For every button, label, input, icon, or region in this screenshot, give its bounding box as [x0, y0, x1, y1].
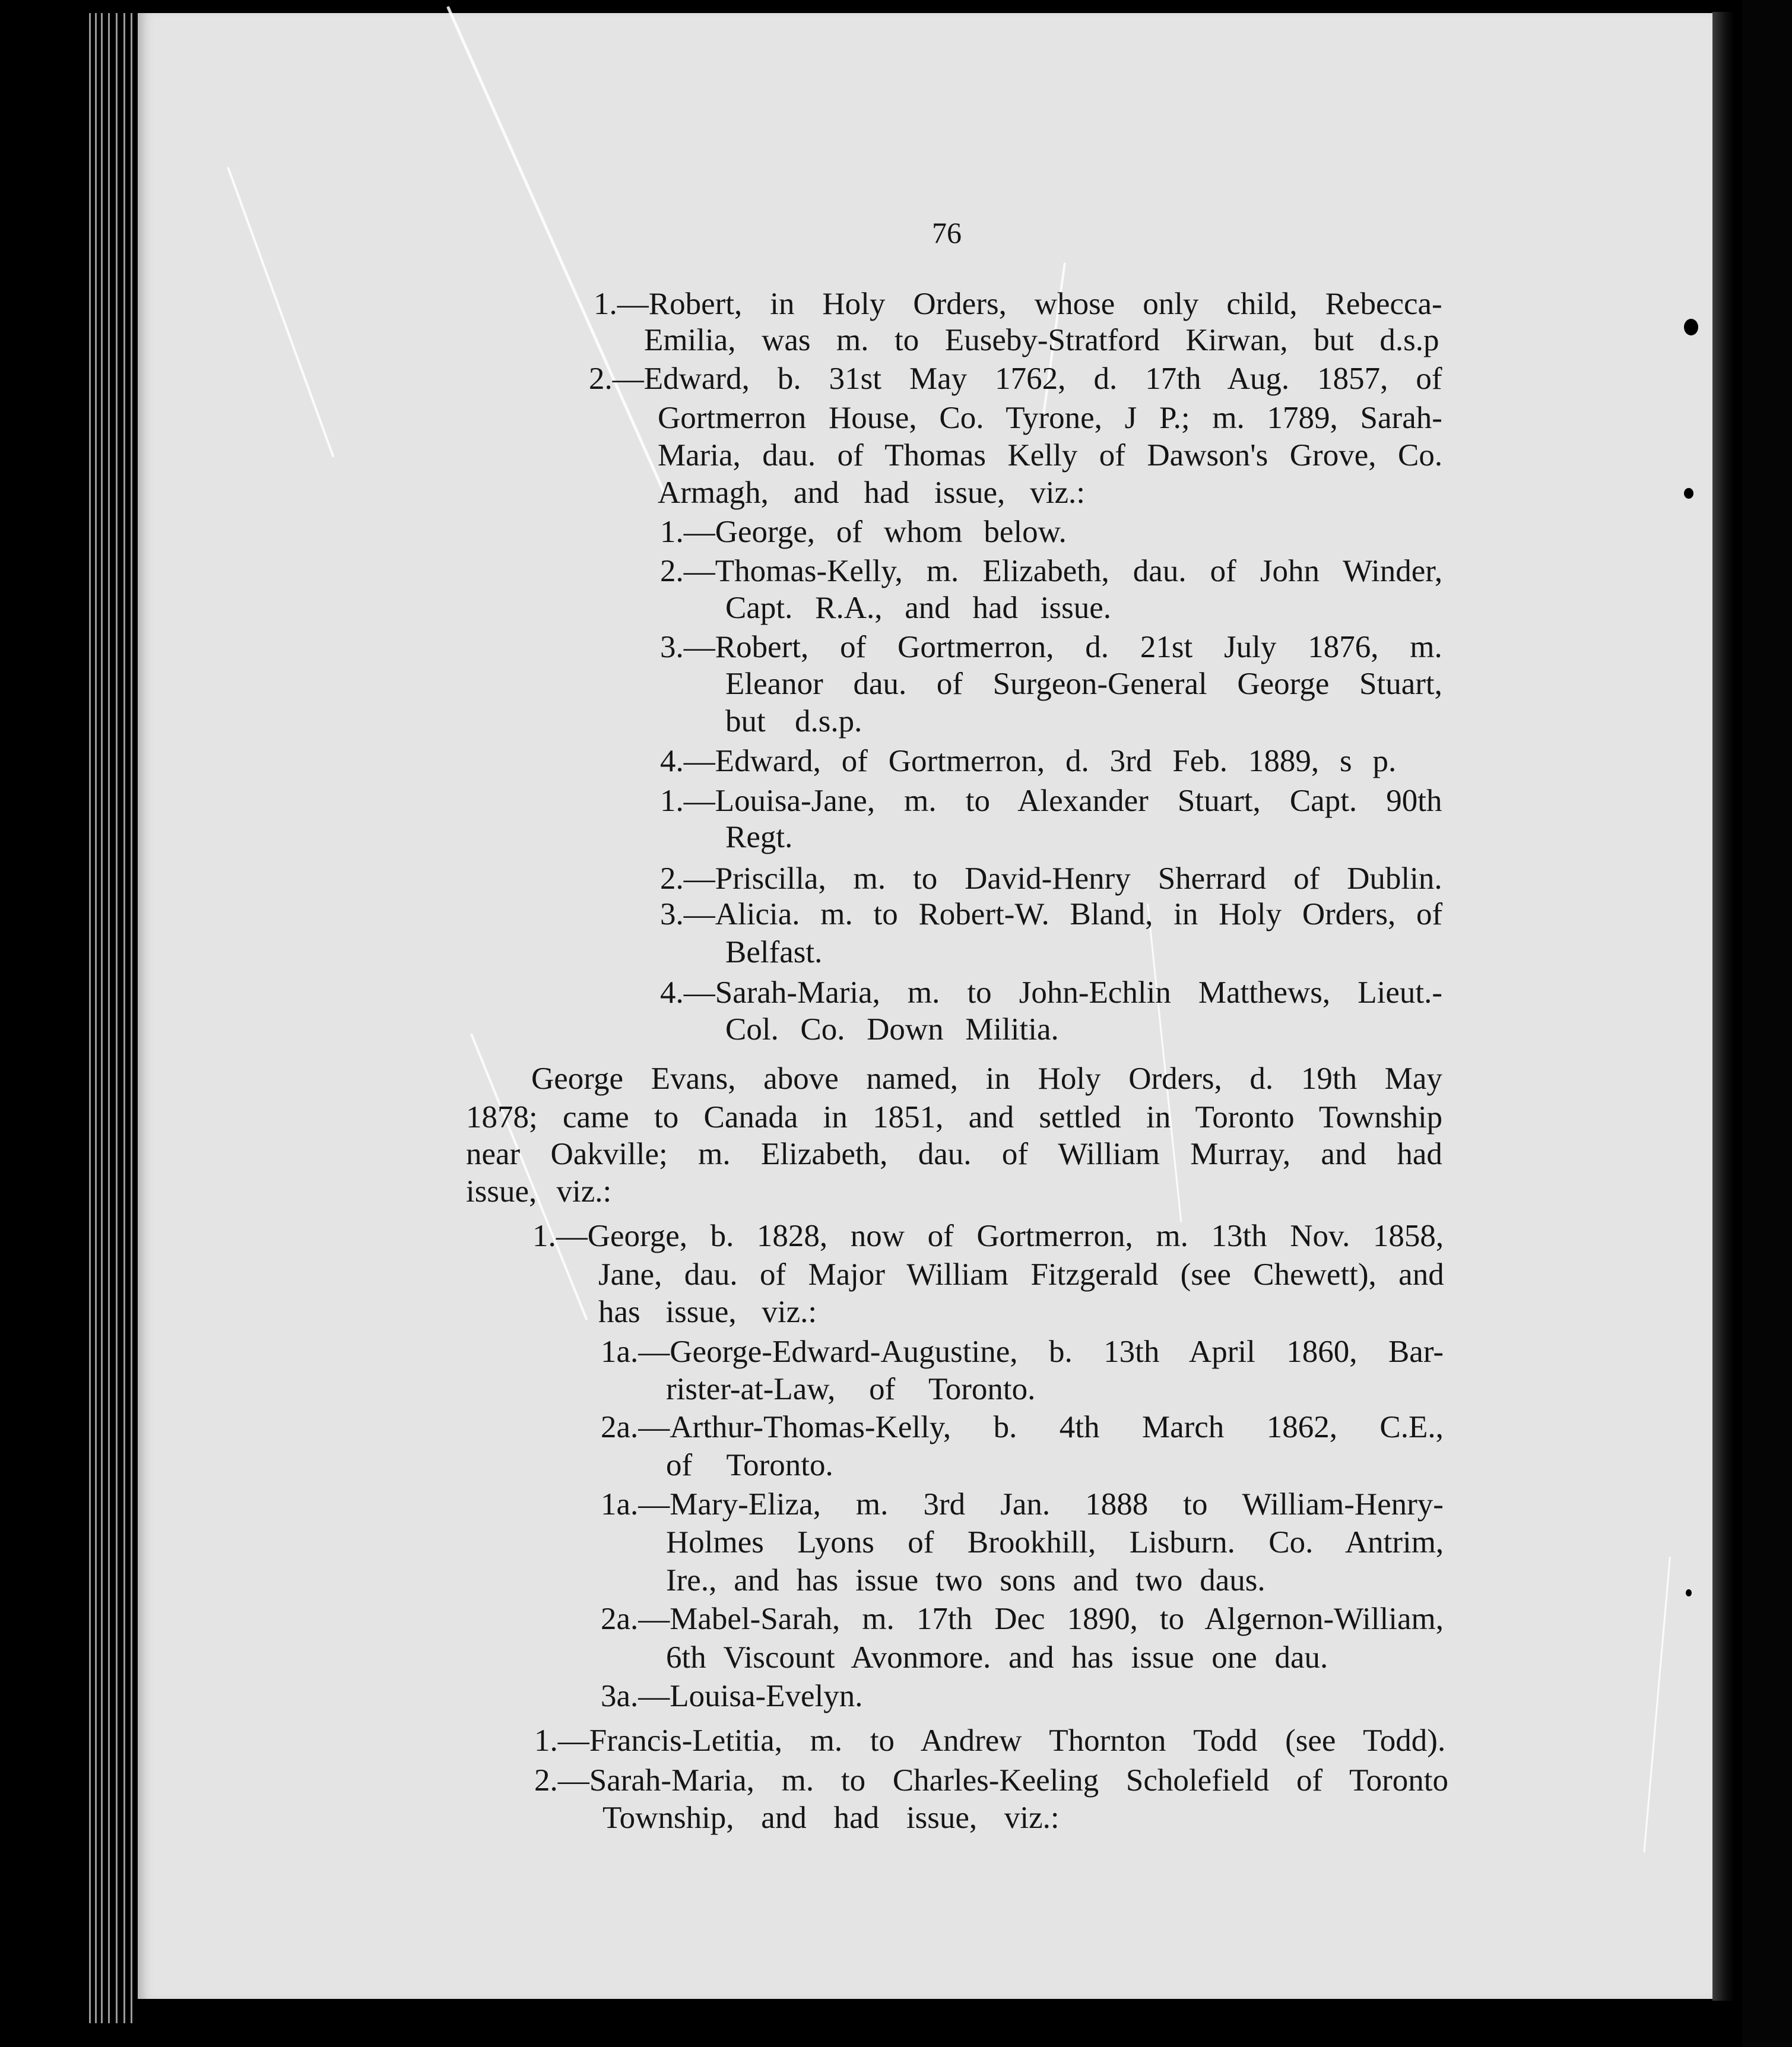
text-line: 1.—George, of whom below.	[660, 515, 1067, 549]
ink-speck	[1684, 488, 1693, 499]
text-line: Col. Co. Down Militia.	[725, 1012, 1059, 1047]
page-edge	[108, 13, 110, 2023]
page-edge	[95, 13, 97, 2023]
text-line: Emilia, was m. to Euseby-Stratford Kirwan, but d.s.p	[644, 323, 1439, 357]
text-line: 2.—Thomas-Kelly, m. Elizabeth, dau. of John Winder,	[660, 554, 1443, 588]
text-line: George Evans, above named, in Holy Orders, d. 19th May	[531, 1061, 1442, 1096]
text-line: 3.—Robert, of Gortmerron, d. 21st July 1876, m.	[660, 630, 1442, 664]
text-line: Eleanor dau. of Surgeon-General George Stuart,	[725, 667, 1442, 701]
text-line: 1.—George, b. 1828, now of Gortmerron, m. 13th Nov. 1858,	[532, 1219, 1444, 1253]
text-line: Ire., and has issue two sons and two daus.	[666, 1563, 1265, 1598]
text-line: of Toronto.	[666, 1448, 833, 1482]
text-line: 4.—Sarah-Maria, m. to John-Echlin Matthews, Lieut.-	[660, 975, 1442, 1010]
text-line: Belfast.	[725, 935, 823, 969]
film-scratch	[446, 6, 667, 495]
text-line: 2.—Sarah-Maria, m. to Charles-Keeling Scholefield of Toronto	[534, 1763, 1449, 1798]
text-line: Maria, dau. of Thomas Kelly of Dawson's Grove, Co.	[658, 438, 1443, 473]
text-line: 6th Viscount Avonmore. and has issue one dau.	[666, 1640, 1328, 1675]
text-line: 1.—Robert, in Holy Orders, whose only child, Rebecca-	[594, 287, 1442, 321]
page-gutter-shadow	[1712, 12, 1734, 2001]
film-scratch	[227, 167, 335, 458]
text-line: Holmes Lyons of Brookhill, Lisburn. Co. Antrim,	[666, 1525, 1444, 1560]
text-line: Regt.	[725, 820, 793, 854]
text-line: 2.—Edward, b. 31st May 1762, d. 17th Aug. 1857, of	[589, 362, 1442, 396]
text-line: but d.s.p.	[725, 704, 862, 739]
text-line: issue, viz.:	[466, 1174, 612, 1209]
text-line: near Oakville; m. Elizabeth, dau. of William Murray, and had	[466, 1137, 1442, 1171]
ink-speck	[1686, 1589, 1692, 1596]
page-edge	[131, 13, 132, 2023]
page-edge	[89, 13, 91, 2023]
text-line: 1a.—Mary-Eliza, m. 3rd Jan. 1888 to William-Henry-	[601, 1487, 1444, 1522]
film-scratch	[1643, 1557, 1671, 1852]
text-line: 1.—Louisa-Jane, m. to Alexander Stuart, Capt. 90th	[660, 784, 1442, 818]
text-line: 2.—Priscilla, m. to David-Henry Sherrard of Dublin.	[660, 861, 1442, 896]
page-number: 76	[932, 216, 962, 249]
text-line: 2a.—Arthur-Thomas-Kelly, b. 4th March 1862, C.E.,	[601, 1410, 1444, 1444]
text-line: Capt. R.A., and had issue.	[725, 591, 1112, 625]
text-line: Jane, dau. of Major William Fitzgerald (see Chewett), and	[598, 1257, 1444, 1292]
text-line: has issue, viz.:	[598, 1295, 817, 1329]
page-edge	[123, 13, 125, 2023]
text-line: 3.—Alicia. m. to Robert-W. Bland, in Holy Orders, of	[660, 897, 1443, 931]
text-line: 3a.—Louisa-Evelyn.	[601, 1679, 863, 1713]
scan-border	[1742, 0, 1792, 2047]
text-line: Gortmerron House, Co. Tyrone, J P.; m. 1789, Sarah-	[658, 401, 1442, 435]
text-line: 1878; came to Canada in 1851, and settled in Toronto Township	[466, 1100, 1443, 1135]
text-line: 2a.—Mabel-Sarah, m. 17th Dec 1890, to Algernon-William,	[601, 1602, 1444, 1636]
text-line: 4.—Edward, of Gortmerron, d. 3rd Feb. 1889, s p.	[660, 744, 1397, 778]
page-edge	[101, 13, 103, 2023]
text-line: Township, and had issue, viz.:	[602, 1801, 1060, 1835]
text-line: 1.—Francis-Letitia, m. to Andrew Thornton Todd (see Todd).	[534, 1723, 1446, 1758]
page-edge	[116, 13, 118, 2023]
text-line: Armagh, and had issue, viz.:	[658, 476, 1085, 510]
text-line: 1a.—George-Edward-Augustine, b. 13th April 1860, Bar-	[601, 1335, 1444, 1369]
text-line: rister-at-Law, of Toronto.	[666, 1372, 1036, 1406]
ink-speck	[1684, 319, 1698, 335]
